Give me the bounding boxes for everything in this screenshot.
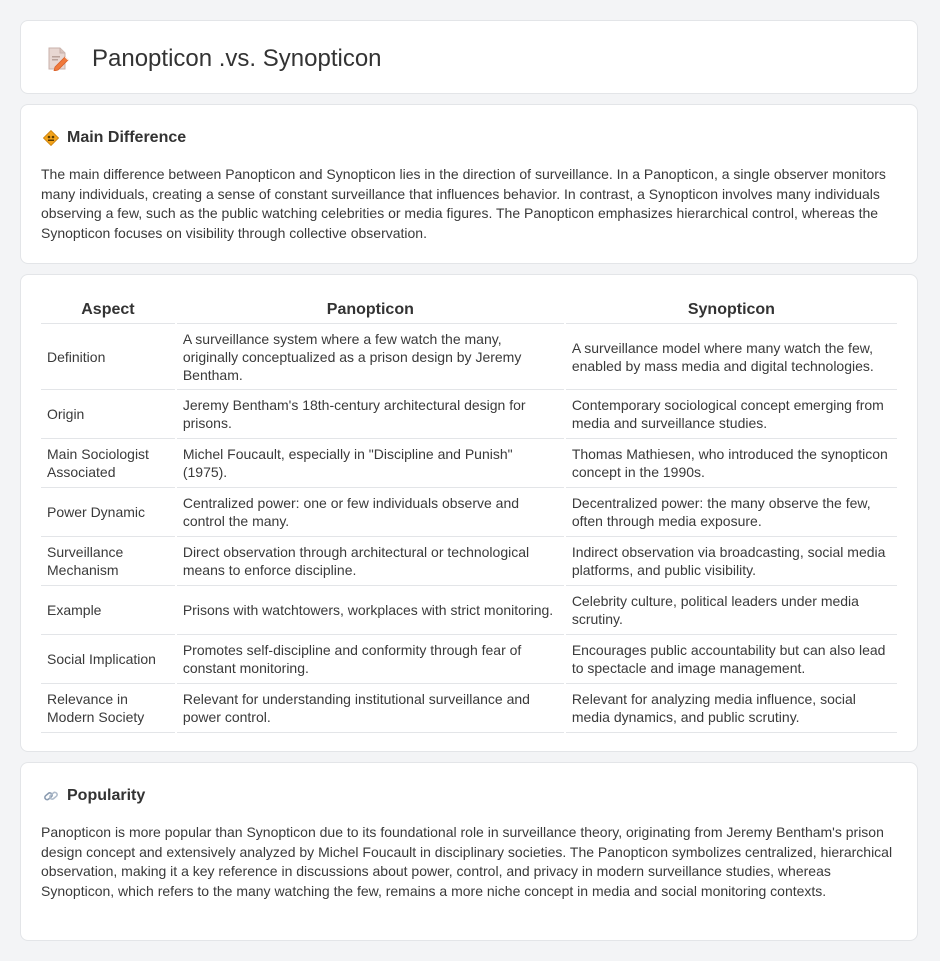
aspect-cell: Definition — [41, 324, 175, 390]
title-card — [20, 20, 918, 94]
table-row — [41, 586, 897, 635]
panopticon-cell: Centralized power: one or few individuals observe and control the many. — [177, 488, 564, 537]
aspect-cell: Example — [41, 586, 175, 635]
popularity-heading: Popularity — [67, 787, 146, 804]
comparison-card — [20, 274, 918, 752]
aspect-cell: Main Sociologist Associated — [41, 439, 175, 488]
panopticon-cell: Prisons with watchtowers, workplaces with strict monitoring. — [177, 586, 564, 635]
aspect-cell: Surveillance Mechanism — [41, 537, 175, 586]
panopticon-cell: Jeremy Bentham's 18th-century architectural design for prisons. — [177, 390, 564, 439]
header-synopticon: Synopticon — [566, 295, 897, 324]
aspect-cell: Social Implication — [41, 635, 175, 684]
panopticon-cell: Direct observation through architectural or technological means to enforce discipline. — [177, 537, 564, 586]
panopticon-cell: Michel Foucault, especially in "Discipline and Punish" (1975). — [177, 439, 564, 488]
aspect-cell: Power Dynamic — [41, 488, 175, 537]
header-aspect: Aspect — [41, 295, 175, 324]
table-row — [41, 324, 897, 390]
panopticon-cell: Promotes self-discipline and conformity through fear of constant monitoring. — [177, 635, 564, 684]
panopticon-cell: A surveillance system where a few watch the many, originally conceptualized as a prison design by Jeremy Bentham. — [177, 324, 564, 390]
table-header-row — [41, 295, 897, 324]
table-row — [41, 635, 897, 684]
main-difference-text: The main difference between Panopticon and Synopticon lies in the direction of surveillance. In a Panopticon, a single observer monitors many individuals, creating a sense of constant surveillance that influences behavior. In contrast, a Synopticon involves many individuals observing a few, such as the public watching celebrities or media figures. The Panopticon emphasizes hierarchical control, whereas the Synopticon focuses on visibility through collective observation. — [41, 166, 886, 241]
synopticon-cell: A surveillance model where many watch the few, enabled by mass media and digital technologies. — [566, 324, 897, 390]
table-row — [41, 390, 897, 439]
synopticon-cell: Celebrity culture, political leaders under media scrutiny. — [566, 586, 897, 635]
header-panopticon: Panopticon — [177, 295, 564, 324]
popularity-text: Panopticon is more popular than Synopticon due to its foundational role in surveillance theory, originating from Jeremy Bentham's prison design concept and extensively analyzed by Michel Foucault in disciplinary societies. The Panopticon symbolizes centralized, hierarchical observation, making it a key reference in discussions about power, control, and privacy in modern surveillance studies, whereas Synopticon, which refers to the many watching the few, remains a more niche concept in media and social monitoring contexts. — [41, 824, 893, 899]
synopticon-cell: Relevant for analyzing media influence, social media dynamics, and public scrutiny. — [566, 684, 897, 733]
popularity-card — [20, 762, 918, 941]
table-row — [41, 488, 897, 537]
table-row — [41, 439, 897, 488]
main-difference-header — [43, 127, 186, 149]
panopticon-cell: Relevant for understanding institutional surveillance and power control. — [177, 684, 564, 733]
link-icon — [43, 788, 59, 804]
comparison-table — [39, 295, 899, 733]
aspect-cell: Origin — [41, 390, 175, 439]
main-difference-heading: Main Difference — [67, 129, 187, 146]
table-row — [41, 537, 897, 586]
aspect-cell: Relevance in Modern Society — [41, 684, 175, 733]
synopticon-cell: Decentralized power: the many observe the few, often through media exposure. — [566, 488, 897, 537]
popularity-header — [43, 785, 145, 807]
document-pencil-icon — [47, 47, 69, 71]
synopticon-cell: Indirect observation via broadcasting, social media platforms, and public visibility. — [566, 537, 897, 586]
synopticon-cell: Encourages public accountability but can also lead to spectacle and image management. — [566, 635, 897, 684]
table-row — [41, 684, 897, 733]
main-difference-card — [20, 104, 918, 264]
synopticon-cell: Contemporary sociological concept emerging from media and surveillance studies. — [566, 390, 897, 439]
diamond-sign-icon — [43, 130, 59, 146]
page-title: Panopticon .vs. Synopticon — [92, 45, 382, 72]
synopticon-cell: Thomas Mathiesen, who introduced the synopticon concept in the 1990s. — [566, 439, 897, 488]
